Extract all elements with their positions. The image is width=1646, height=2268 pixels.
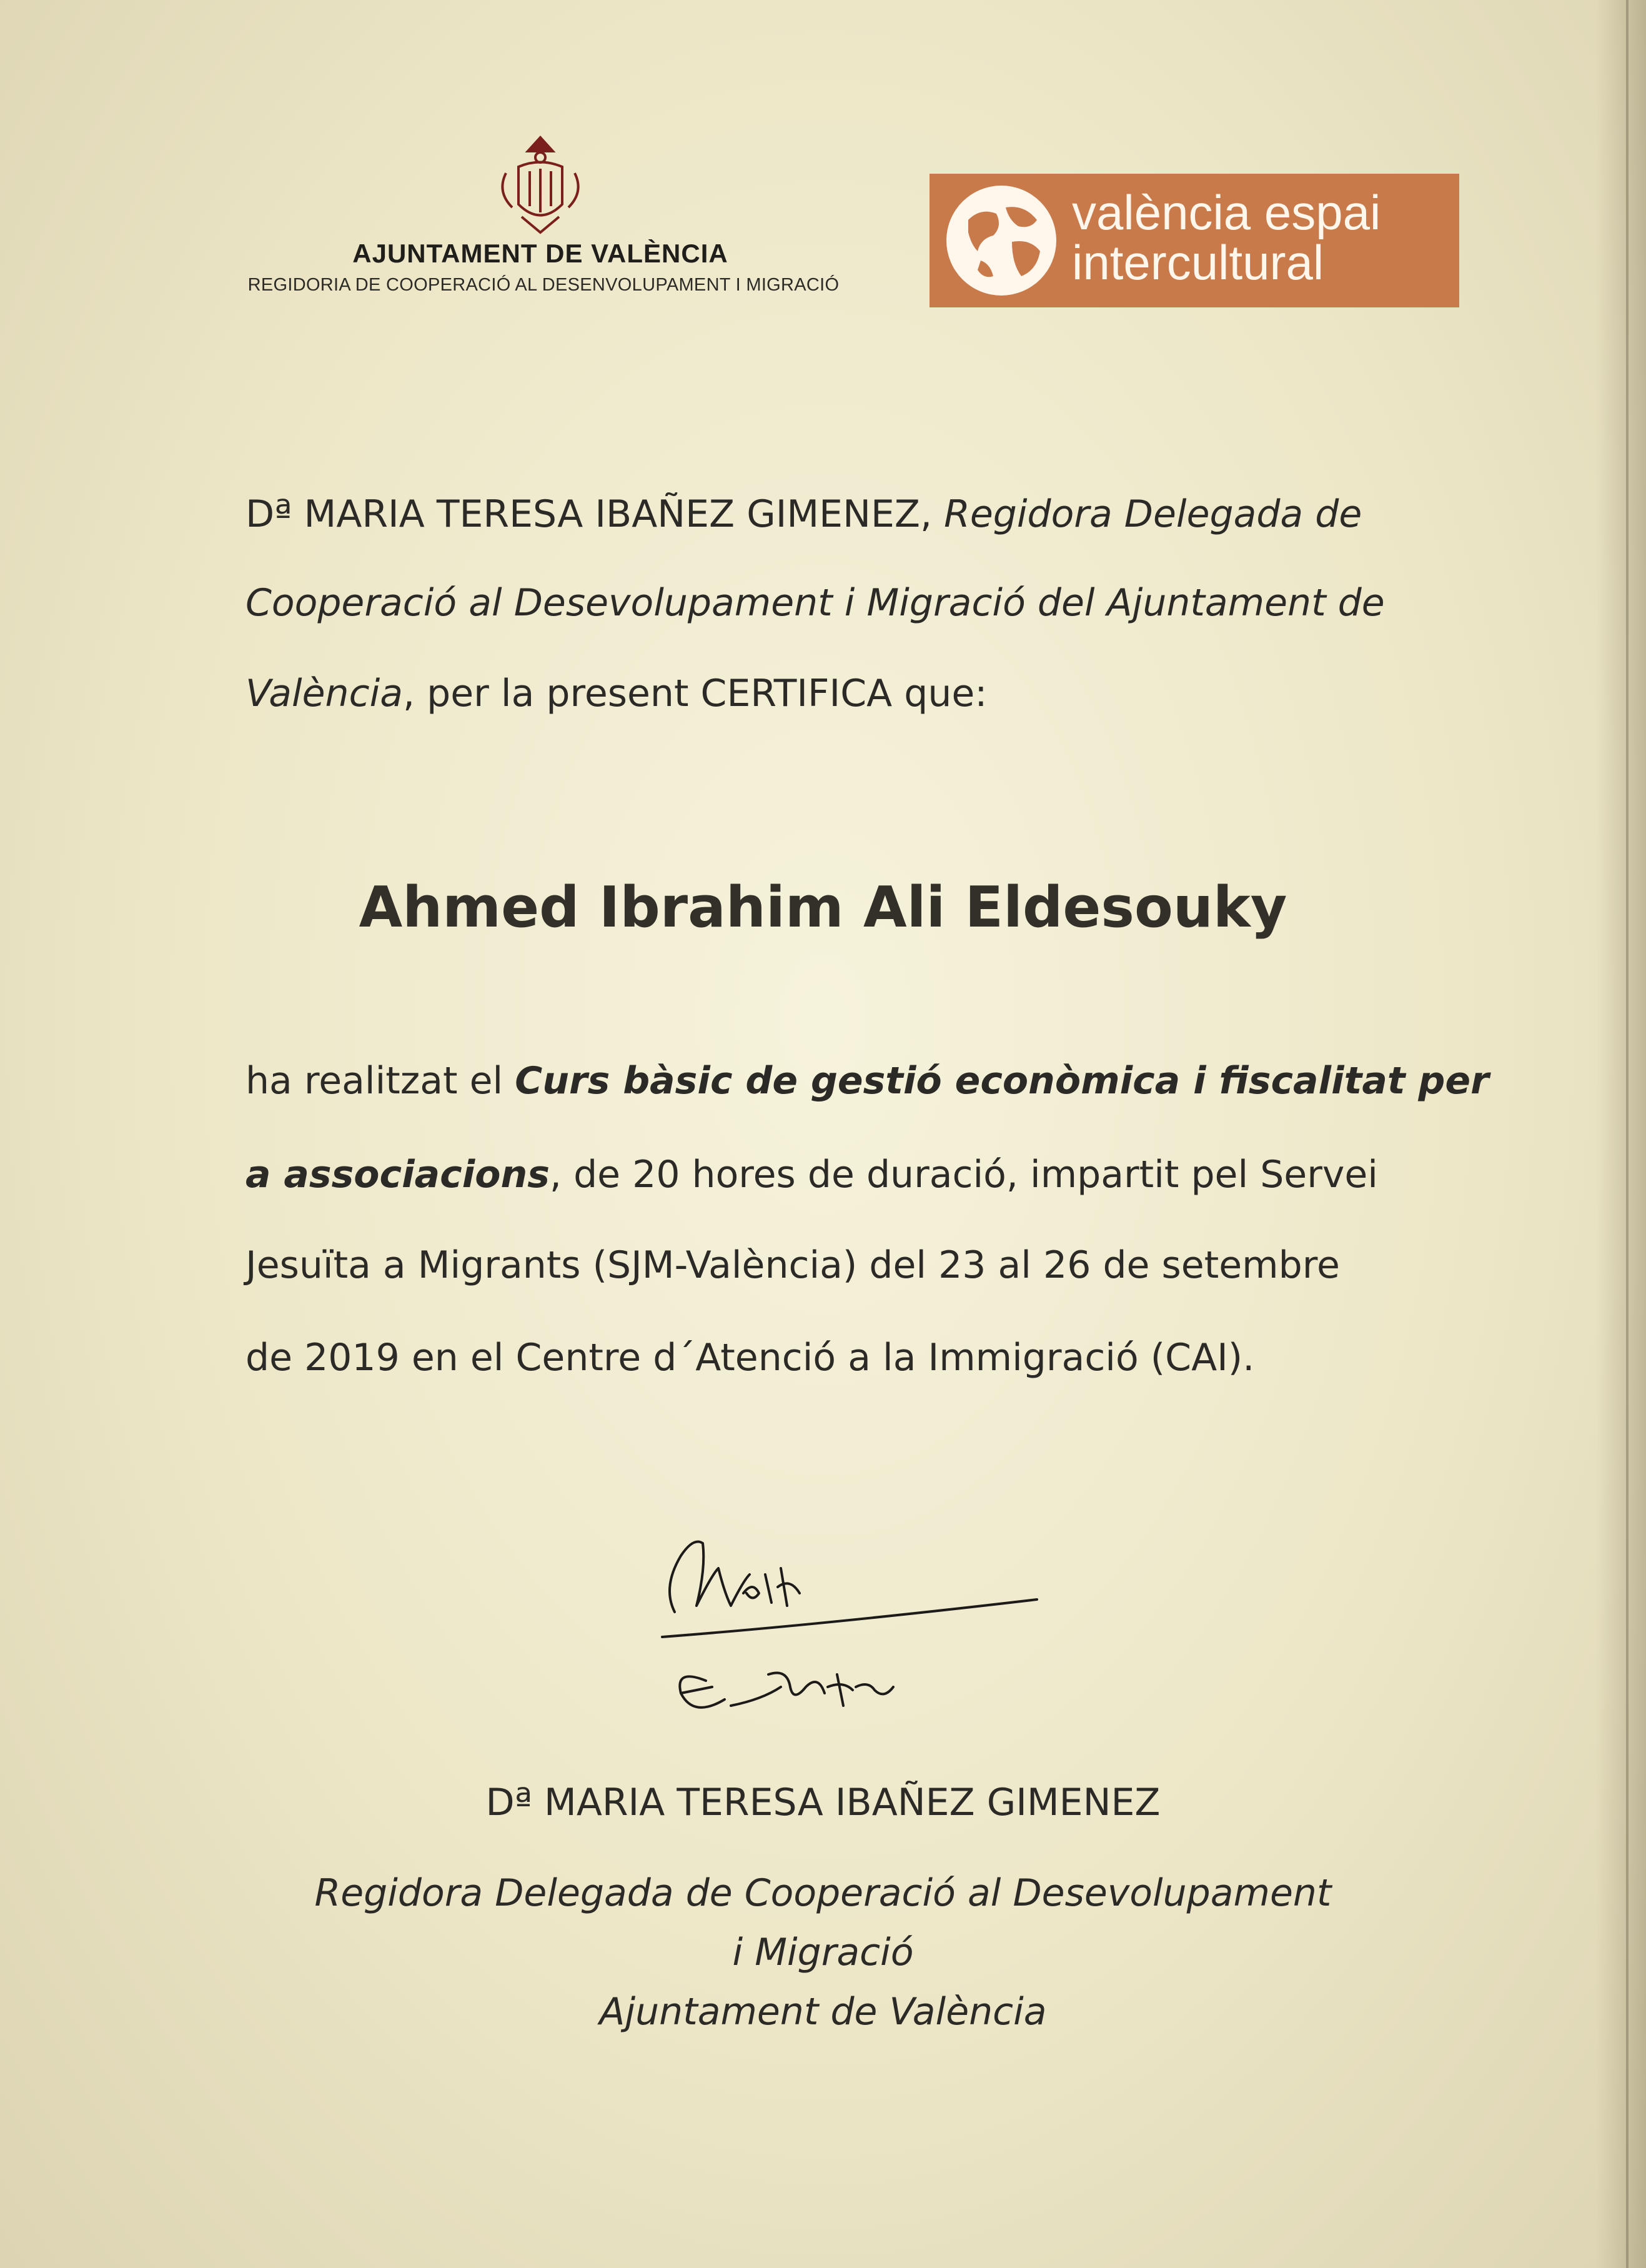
valencia-espai-intercultural-logo (930, 174, 1459, 307)
signatory-organization: Ajuntament de València (599, 1990, 1047, 2034)
ajuntament-name: AJUNTAMENT DE VALÈNCIA (352, 239, 728, 268)
intro-title: Dª MARIA TERESA IBAÑEZ GIMENEZ, (245, 492, 933, 536)
signatory-role-line-1: Regidora Delegada de Cooperació al Desevolupament (314, 1871, 1332, 1915)
brand-line-2: intercultural (1072, 235, 1324, 290)
body-line-2 (245, 1153, 1378, 1196)
course-title-part1: Curs bàsic de gestió econòmica i fiscalitat per (515, 1059, 1489, 1103)
body-line-1 (245, 1059, 1489, 1103)
page-edge (1626, 0, 1629, 2268)
intro-certifies: , per la present CERTIFICA que: (403, 672, 988, 715)
brand-text (1072, 185, 1381, 290)
globe-icon (943, 182, 1059, 299)
intro-role-part2: Cooperació al Desevolupament i Migració del Ajuntament de (245, 581, 1385, 625)
coat-of-arms-icon (493, 132, 587, 239)
intro-line-3 (245, 672, 988, 715)
body-line-4: de 2019 en el Centre d´Atenció a la Immigració (CAI). (245, 1336, 1255, 1380)
handwritten-signature (637, 1500, 1112, 1737)
brand-line-1: valència espai (1072, 185, 1381, 240)
intro-role-part3: València (245, 672, 404, 715)
course-title-part2: a associacions (245, 1153, 550, 1196)
page-shadow (1596, 0, 1646, 2268)
ajuntament-subtitle: REGIDORIA DE COOPERACIÓ AL DESENVOLUPAMENT I MIGRACIÓ (247, 275, 840, 295)
signatory-role-line-2: i Migració (732, 1931, 914, 1974)
body-lead: ha realitzat el (245, 1059, 503, 1103)
intro-role-part1: Regidora Delegada de (944, 492, 1362, 536)
intro-line-1 (245, 492, 1362, 536)
body-line-3: Jesuïta a Migrants (SJM-València) del 23 al 26 de setembre (245, 1243, 1340, 1287)
body-line2-rest: , de 20 hores de duració, impartit pel Servei (549, 1153, 1378, 1196)
signatory-name: Dª MARIA TERESA IBAÑEZ GIMENEZ (485, 1781, 1161, 1824)
honoree-name: Ahmed Ibrahim Ali Eldesouky (359, 875, 1287, 940)
